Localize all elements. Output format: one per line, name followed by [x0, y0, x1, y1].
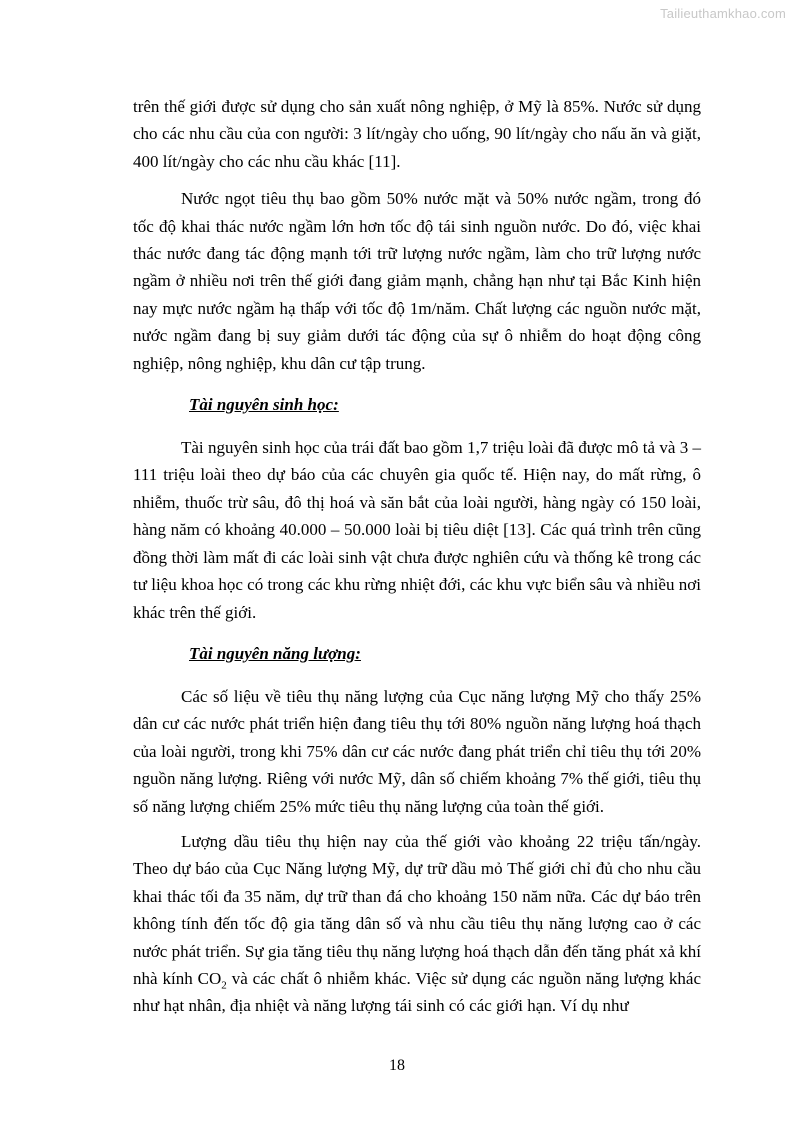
watermark-text: Tailieuthamkhao.com — [660, 6, 786, 21]
heading-biological-text: Tài nguyên sinh học — [189, 395, 334, 415]
document-body — [133, 93, 701, 1030]
heading-energy-text: Tài nguyên năng lượng — [189, 643, 356, 663]
oil-text-before: Lượng dầu tiêu thụ hiện nay của thế giới vào khoảng 22 triệu tấn/ngày. Theo dự báo của Cục Năng lượng Mỹ, dự trữ dầu mỏ Thế giới chỉ đủ cho nhu cầu khai thác tối đa 35 năm, dự trữ than đá cho khoảng 150 năm nữa. Các dự báo trên không tính đến tốc độ gia tăng dân số và nhu cầu tiêu thụ năng lượng cao ở các nước phát triển. Sự gia tăng tiêu thụ năng lượng hoá thạch dẫn đến tăng phát xả khí nhà kính CO — [133, 831, 701, 988]
paragraph-oil-consumption — [133, 828, 701, 1020]
page-number: 18 — [389, 1057, 405, 1074]
heading-energy-colon: : — [355, 643, 361, 663]
paragraph-energy-consumption: Các số liệu về tiêu thụ năng lượng của Cục năng lượng Mỹ cho thấy 25% dân cư các nước phát triển hiện đang tiêu thụ tới 80% nguồn năng lượng hoá thạch của loài người, trong khi 75% dân cư các nước đang phát triển chỉ tiêu thụ tới 20% nguồn năng lượng. Riêng với nước Mỹ, dân số chiếm khoảng 7% thế giới, tiêu thụ số năng lượng chiếm 25% mức tiêu thụ năng lượng của toàn thế giới. — [133, 686, 701, 816]
co2-subscript: 2 — [221, 979, 227, 992]
heading-biological-resources — [189, 391, 701, 418]
paragraph-water-usage: trên thế giới được sử dụng cho sản xuất nông nghiệp, ở Mỹ là 85%. Nước sử dụng cho các nhu cầu của con người: 3 lít/ngày cho uống, 90 lít/ngày cho nấu ăn và giặt, 400 lít/ngày cho các nhu cầu khác [11]. — [133, 97, 701, 171]
paragraph-freshwater: Nước ngọt tiêu thụ bao gồm 50% nước mặt và 50% nước ngầm, trong đó tốc độ khai thác nước ngầm lớn hơn tốc độ tái sinh nguồn nước. Do đó, việc khai thác nước đang tác động mạnh tới trữ lượng nước ngầm, làm cho trữ lượng nước ngầm ở nhiều nơi trên thế giới đang giảm mạnh, chẳng hạn như tại Bắc Kinh hiện nay mực nước ngầm hạ thấp với tốc độ 1m/năm. Chất lượng các nguồn nước mặt, nước ngầm đang bị suy giảm dưới tác động của sự ô nhiễm do hoạt động công nghiệp, nông nghiệp, khu dân cư tập trung. — [133, 189, 701, 373]
paragraph-biological: Tài nguyên sinh học của trái đất bao gồm 1,7 triệu loài đã được mô tả và 3 – 111 triệu loài theo dự báo của các chuyên gia quốc tế. Hiện nay, do mất rừng, ô nhiễm, thuốc trừ sâu, đô thị hoá và săn bắt của loài người, hàng ngày có 150 loài, hàng năm có khoảng 40.000 – 50.000 loài bị tiêu diệt [13]. Các quá trình trên cũng đồng thời làm mất đi các loài sinh vật chưa được nghiên cứu và thống kê trong các tư liệu khoa học có trong các khu rừng nhiệt đới, các khu vực biển sâu và nhiều nơi khác trên thế giới. — [133, 438, 701, 622]
oil-text-after: và các chất ô nhiễm khác. Việc sử dụng các nguồn năng lượng khác như hạt nhân, địa nhiệt và năng lượng tái sinh có các giới hạn. Ví dụ như — [133, 968, 701, 1016]
heading-biological-colon: : — [333, 395, 339, 415]
heading-energy-resources — [189, 640, 701, 667]
